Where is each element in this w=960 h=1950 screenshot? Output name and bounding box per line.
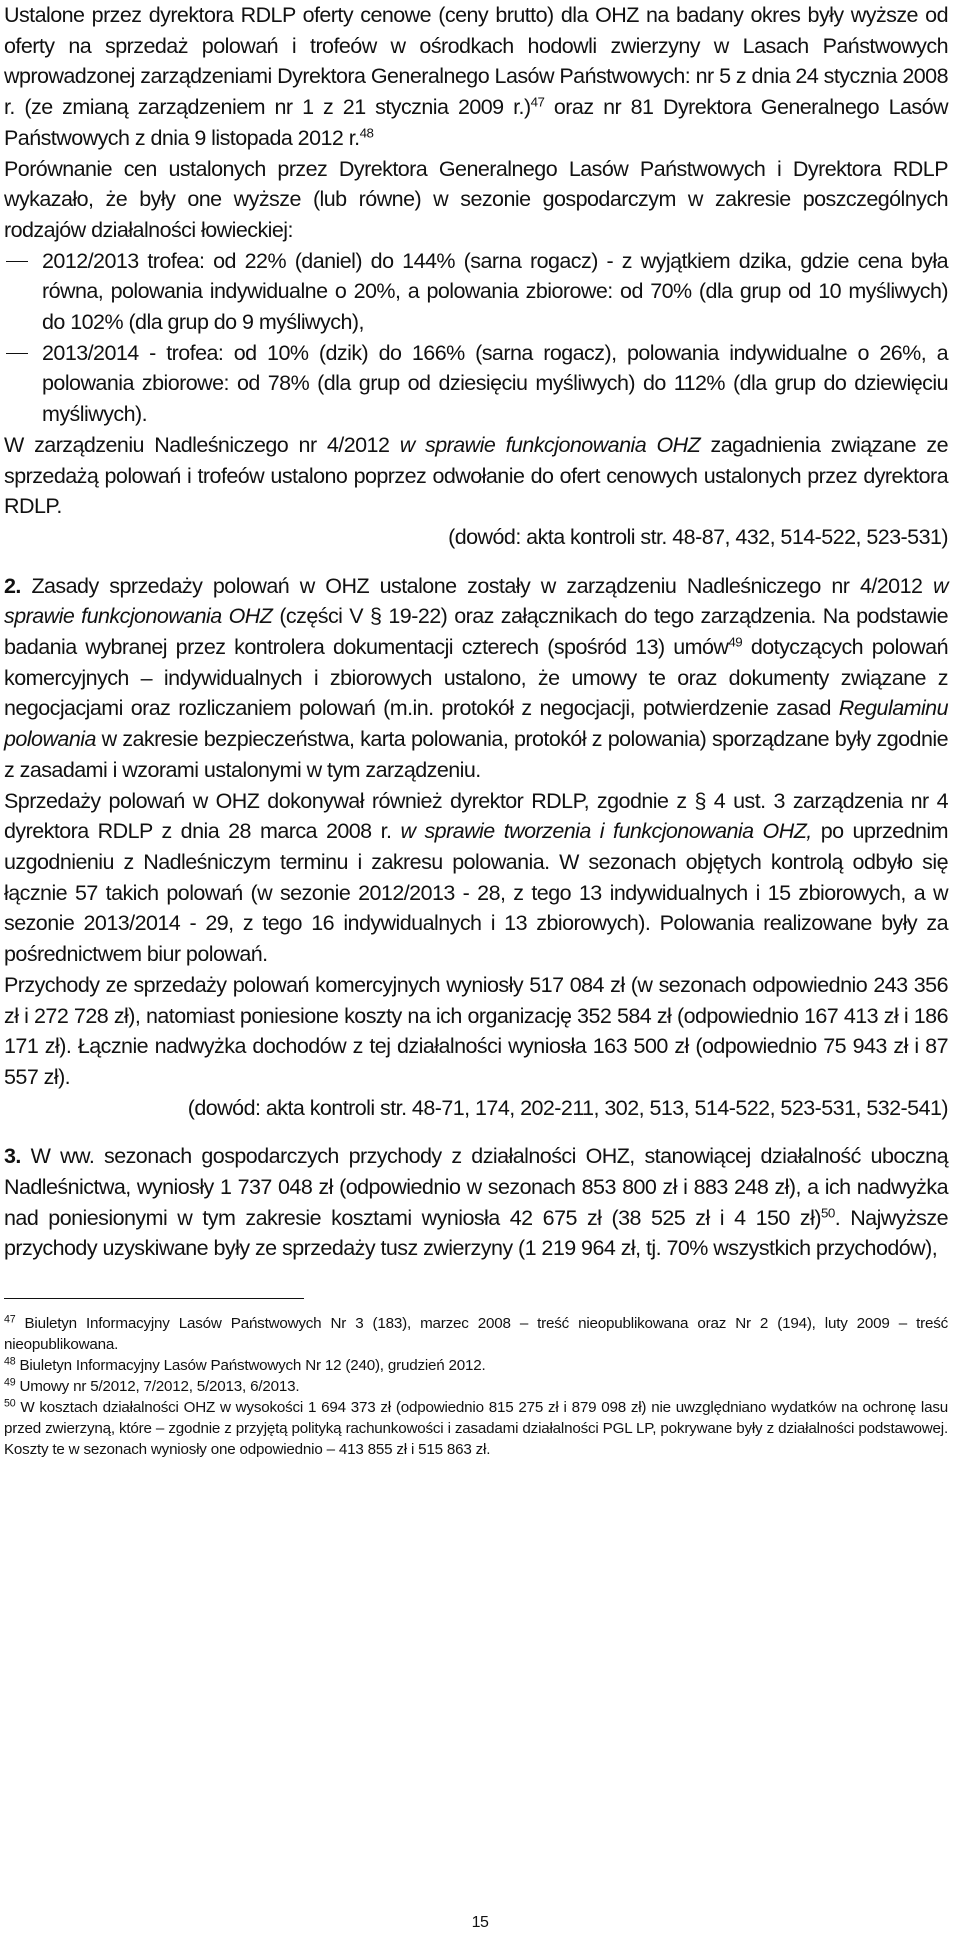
paragraph-text: Ustalone przez dyrektora RDLP oferty cenowe (ceny brutto) dla OHZ na badany okres były wyższe od oferty na sprzedaż polowań i trofeów w ośrodkach hodowli zwierzyny w Lasach Państwowych wprowadzonej zarządzeniami Dyrektora Generalnego Lasów Państwowych: nr 5 z dnia 24 stycznia 2008 r. (ze zmianą zarządzeniem nr 1 z 21 stycznia 2009 r.) <box>4 3 948 120</box>
footnote-number: 47 <box>4 1313 16 1326</box>
footnote-number: 48 <box>4 1355 16 1368</box>
section-number: 3. <box>4 1144 21 1169</box>
paragraph-text: po uprzednim uzgodnieniu z Nadleśniczym terminu i zakresu polowania. W sezonach objętych kontrolą odbyło się łącznie 57 takich polowań (w sezonie 2012/2013 - 28, z tego 13 indywidualnych i 15 zbiorowych, a w sezonie 2013/2014 - 29, z tego 16 indywidualnych i 13 zbiorowych). Polowania realizowane były za pośrednictwem biur polowań. <box>4 819 948 967</box>
list-item <box>4 246 948 338</box>
footnote-text: Biuletyn Informacyjny Lasów Państwowych Nr 3 (183), marzec 2008 – treść nieopublikowana oraz Nr 2 (194), luty 2009 – treść nieopublikowana. <box>4 1315 948 1354</box>
list-item-text: 2012/2013 trofea: od 22% (daniel) do 144% (sarna rogacz) - z wyjątkiem dzika, gdzie cena była równa, polowania indywidualne o 20%, a polowania zbiorowe: od 70% (dla grup od 10 myśliwych) do 102% (dla grup do 9 myśliwych), <box>42 248 948 335</box>
paragraph-text: Zasady sprzedaży polowań w OHZ ustalone zostały w zarządzeniu Nadleśniczego nr 4/2012 <box>20 573 934 598</box>
footnote <box>4 1376 948 1397</box>
footnotes <box>4 1313 948 1460</box>
paragraph-text: W zarządzeniu Nadleśniczego nr 4/2012 <box>4 432 400 457</box>
paragraph-text: oraz nr 81 Dyrektora Generalnego Lasów Państwowych z dnia 9 listopada 2012 r. <box>4 95 949 150</box>
footnote-text: Biuletyn Informacyjny Lasów Państwowych Nr 12 (240), grudzień 2012. <box>15 1357 486 1375</box>
list-item <box>4 338 948 430</box>
paragraph-offers <box>4 0 948 154</box>
paragraph-text: zagadnienia związane ze sprzedażą polowań i trofeów ustalono poprzez odwołanie do ofert cenowych ustalonych przez dyrektora RDLP. <box>4 432 948 519</box>
paragraph-rdlp-sales <box>4 786 948 970</box>
paragraph-text: . Najwyższe przychody uzyskiwane były ze sprzedaży tusz zwierzyny (1 219 964 zł, tj. 70% wszystkich przychodów), <box>4 1205 948 1261</box>
section-3 <box>4 1141 948 1264</box>
footnote-number: 50 <box>4 1397 16 1410</box>
section-number: 2. <box>4 573 21 598</box>
paragraph-text: Sprzedaży polowań w OHZ dokonywał również dyrektor RDLP, zgodnie z § 4 ust. 3 zarządzenia nr 4 dyrektora RDLP z dnia 28 marca 2008 r. <box>4 788 948 844</box>
page-number: 15 <box>471 1914 489 1931</box>
paragraph-text: w zakresie bezpieczeństwa, karta polowania, protokół z polowania) sporządzane były zgodnie z zasadami i wzorami ustalonymi w tym zarządzeniu. <box>4 727 948 782</box>
paragraph-text: W ww. sezonach gospodarczych przychody z działalności OHZ, stanowiącej działalność uboczną Nadleśnictwa, wyniosły 1 737 048 zł (odpowiednio w sezonach 853 800 zł i 883 248 zł), a ich nadwyżka nad poniesionymi w tym zakresie kosztami wyniosła 42 675 zł (38 525 zł i 4 150 zł) <box>4 1144 948 1230</box>
footnote-number: 49 <box>4 1376 16 1389</box>
footnote-ref-47[interactable]: 47 <box>530 94 545 110</box>
paragraph-order <box>4 430 948 522</box>
paragraph-comparison: Porównanie cen ustalonych przez Dyrektora Generalnego Lasów Państwowych i Dyrektora RDLP wykazało, że były one wyższe (lub równe) w sezonie gospodarczym w zakresie poszczególnych rodzajów działalności łowieckiej: <box>4 156 948 242</box>
section-2 <box>4 571 948 786</box>
season-list <box>4 246 948 430</box>
paragraph-text: dotyczących polowań komercyjnych – indywidualnych i zbiorowych ustalono, że umowy te oraz dokumenty związane z negocjacjami oraz rozliczaniem polowań (m.in. protokół z negocjacji, potwierdzenie zasad <box>4 635 949 721</box>
footnote-ref-48[interactable]: 48 <box>359 125 374 141</box>
paragraph-text: (części V § 19-22) oraz załącznikach do tego zarządzenia. Na podstawie badania wybranej przez kontrolera dokumentacji czterech (spośród 13) umów <box>4 604 948 660</box>
italic-title: w sprawie tworzenia i funkcjonowania OHZ, <box>400 819 812 844</box>
spacer <box>4 1123 948 1141</box>
italic-title: w sprawie funkcjonowania OHZ <box>399 432 701 457</box>
footnote <box>4 1313 948 1355</box>
footnote-ref-49[interactable]: 49 <box>728 634 743 650</box>
footnote <box>4 1397 948 1460</box>
footnote-divider <box>4 1298 304 1299</box>
footnote-text: Umowy nr 5/2012, 7/2012, 5/2013, 6/2013. <box>15 1378 300 1396</box>
list-item-text: 2013/2014 - trofea: od 10% (dzik) do 166% (sarna rogacz), polowania indywidualne o 26%, a polowania zbiorowe: od 78% (dla grup od dziesięciu myśliwych) do 112% (dla grup do dziewięciu myśliwych). <box>42 340 948 427</box>
spacer <box>4 553 948 571</box>
footnote-text: W kosztach działalności OHZ w wysokości 1 694 373 zł (odpowiednio 815 275 zł i 879 098 zł) nie uwzględniano wydatków na ochronę lasu przed zwierzyną, które – zgodnie z przyjętą polityką rachunkowości i zasadami działalności PGL LP, pokrywane były z działalności podstawowej. Koszty te w sezonach wyniosły one odpowiednio – 413 855 zł i 515 863 zł. <box>4 1399 948 1459</box>
evidence-reference: (dowód: akta kontroli str. 48-87, 432, 514-522, 523-531) <box>448 524 948 549</box>
evidence-reference: (dowód: akta kontroli str. 48-71, 174, 202-211, 302, 513, 514-522, 523-531, 532-541) <box>187 1095 948 1120</box>
paragraph-revenue: Przychody ze sprzedaży polowań komercyjnych wyniosły 517 084 zł (w sezonach odpowiednio 243 356 zł i 272 728 zł), natomiast poniesione koszty na ich organizację 352 584 zł (odpowiednio 167 413 zł i 186 171 zł). Łącznie nadwyżka dochodów z tej działalności wyniosła 163 500 zł (odpowiednio 75 943 zł i 87 557 zł). <box>4 972 948 1089</box>
italic-title: Regulaminu polowania <box>4 696 948 752</box>
footnote-ref-50[interactable]: 50 <box>820 1205 835 1221</box>
italic-title: w sprawie funkcjonowania OHZ <box>4 573 948 629</box>
footnote <box>4 1355 948 1376</box>
